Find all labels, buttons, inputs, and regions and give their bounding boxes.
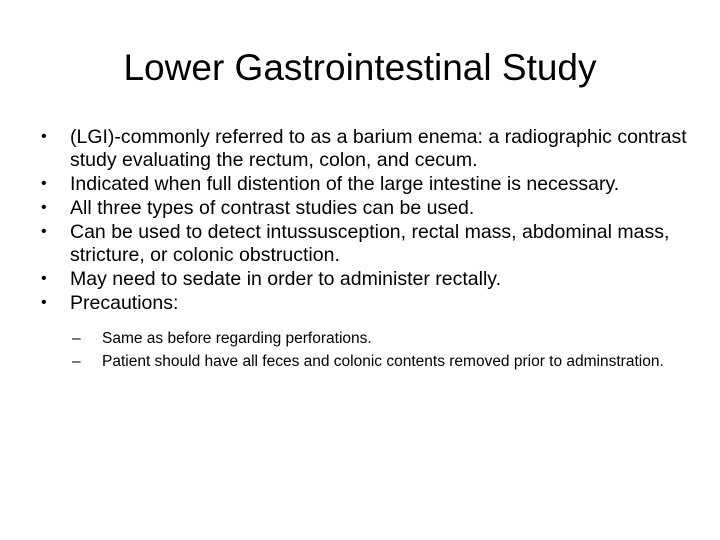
slide-title: Lower Gastrointestinal Study — [123, 47, 597, 88]
bullet-text: May need to sedate in order to administer rectally. — [70, 268, 502, 291]
bullet-text: All three types of contrast studies can be used. — [70, 197, 475, 220]
bullet-text: (LGI)-commonly referred to as a barium enema: a radiographic contrast study evaluating the rectum, colon, and cecum. — [70, 126, 687, 171]
sub-bullet-list — [70, 329, 696, 371]
bullet-marker: • — [41, 128, 47, 145]
bullet-list — [36, 126, 696, 375]
sub-bullet-item — [70, 329, 696, 348]
bullet-item — [36, 173, 696, 196]
bullet-item — [36, 268, 696, 291]
bullet-item — [36, 126, 696, 171]
bullet-marker: • — [41, 294, 47, 312]
bullet-text: Can be used to detect intussusception, rectal mass, abdominal mass, stricture, or colonic obstruction. — [70, 221, 670, 267]
sub-bullet-text: Same as before regarding perforations. — [102, 330, 372, 348]
bullet-marker: • — [41, 174, 47, 192]
sub-bullet-marker: – — [72, 353, 81, 371]
bullet-item — [36, 221, 696, 266]
bullet-text: Precautions: — [70, 292, 179, 315]
bullet-item — [36, 292, 696, 371]
sub-bullet-item — [70, 352, 696, 371]
bullet-marker: • — [41, 270, 47, 288]
sub-bullet-marker: – — [72, 330, 81, 348]
bullet-marker: • — [41, 223, 47, 241]
bullet-marker: • — [41, 199, 47, 217]
sub-bullet-text: Patient should have all feces and colonic contents removed prior to adminstration. — [102, 353, 664, 371]
bullet-item — [36, 197, 696, 220]
bullet-text: Indicated when full distention of the large intestine is necessary. — [70, 172, 620, 195]
